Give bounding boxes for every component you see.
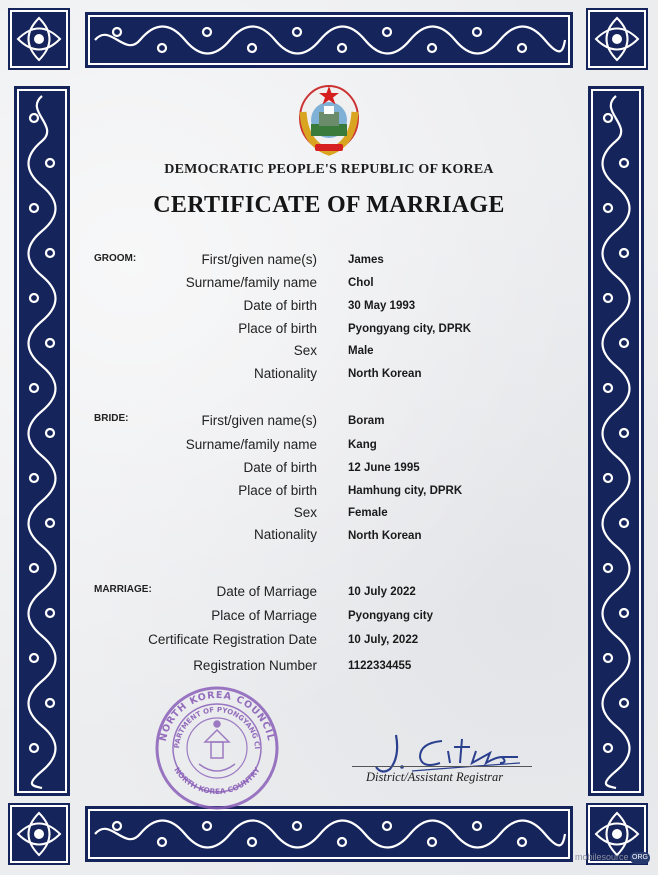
- marriage-place-label: Place of Marriage: [211, 608, 317, 623]
- top-border-band: [85, 12, 573, 68]
- bride-first-name-label: First/given name(s): [201, 413, 317, 428]
- bride-nationality-value: North Korean: [348, 530, 422, 542]
- certificate-title: CERTIFICATE OF MARRIAGE: [153, 192, 505, 218]
- groom-surname-value: Chol: [348, 277, 374, 289]
- corner-ornament-bottom-left: [8, 803, 70, 865]
- groom-nationality-label: Nationality: [253, 366, 317, 381]
- groom-pob-value: Pyongyang city, DPRK: [348, 323, 472, 335]
- stamp-bottom-text: NORTH KOREA COUNTRY: [172, 765, 262, 797]
- bottom-border-band: [85, 806, 573, 862]
- registration-date-value: 10 July, 2022: [348, 634, 419, 646]
- bride-pob-value: Hamhung city, DPRK: [348, 485, 463, 497]
- registration-number-label: Registration Number: [193, 658, 317, 673]
- groom-surname-label: Surname/family name: [185, 275, 317, 290]
- bride-sex-label: Sex: [293, 505, 317, 520]
- registration-number-value: 1122334455: [348, 660, 412, 672]
- groom-first-name-label: First/given name(s): [201, 252, 317, 267]
- groom-first-name-value: James: [348, 254, 384, 266]
- bride-dob-label: Date of birth: [243, 460, 317, 475]
- country-heading: DEMOCRATIC PEOPLE'S REPUBLIC OF KOREA: [164, 162, 494, 177]
- official-seal-stamp: [147, 680, 287, 810]
- bride-pob-label: Place of birth: [238, 483, 317, 498]
- stamp-outer-text: NORTH KOREA COUNCIL: [157, 689, 277, 743]
- stamp-inner-text: PARTMENT OF PYONGYANG CI: [172, 705, 262, 750]
- watermark-text: mobilesource: [575, 852, 629, 862]
- groom-dob-label: Date of birth: [243, 298, 317, 313]
- marriage-date-label: Date of Marriage: [216, 584, 317, 599]
- watermark-badge: ORG: [630, 852, 650, 864]
- bride-surname-value: Kang: [348, 439, 377, 451]
- groom-nationality-value: North Korean: [348, 368, 422, 380]
- bride-first-name-value: Boram: [348, 415, 385, 427]
- groom-sex-value: Male: [348, 345, 374, 357]
- groom-dob-value: 30 May 1993: [348, 300, 416, 312]
- groom-sex-label: Sex: [293, 343, 317, 358]
- bride-nationality-label: Nationality: [253, 527, 317, 542]
- marriage-date-value: 10 July 2022: [348, 586, 416, 598]
- signature-line: [352, 766, 532, 767]
- registrar-title: District/Assistant Registrar: [366, 770, 504, 784]
- bride-sex-value: Female: [348, 507, 388, 519]
- corner-ornament-top-right: [586, 8, 648, 70]
- groom-pob-label: Place of birth: [238, 321, 317, 336]
- bride-surname-label: Surname/family name: [185, 437, 317, 452]
- corner-ornament-top-left: [8, 8, 70, 70]
- bride-dob-value: 12 June 1995: [348, 462, 420, 474]
- marriage-section-label: MARRIAGE:: [94, 584, 152, 595]
- bride-section-label: BRIDE:: [94, 413, 129, 424]
- svg-text:NORTH KOREA COUNTRY: [172, 765, 262, 796]
- national-emblem-icon: [297, 82, 361, 156]
- registration-date-label: Certificate Registration Date: [148, 632, 317, 647]
- groom-section-label: GROOM:: [94, 253, 137, 264]
- marriage-place-value: Pyongyang city: [348, 610, 433, 622]
